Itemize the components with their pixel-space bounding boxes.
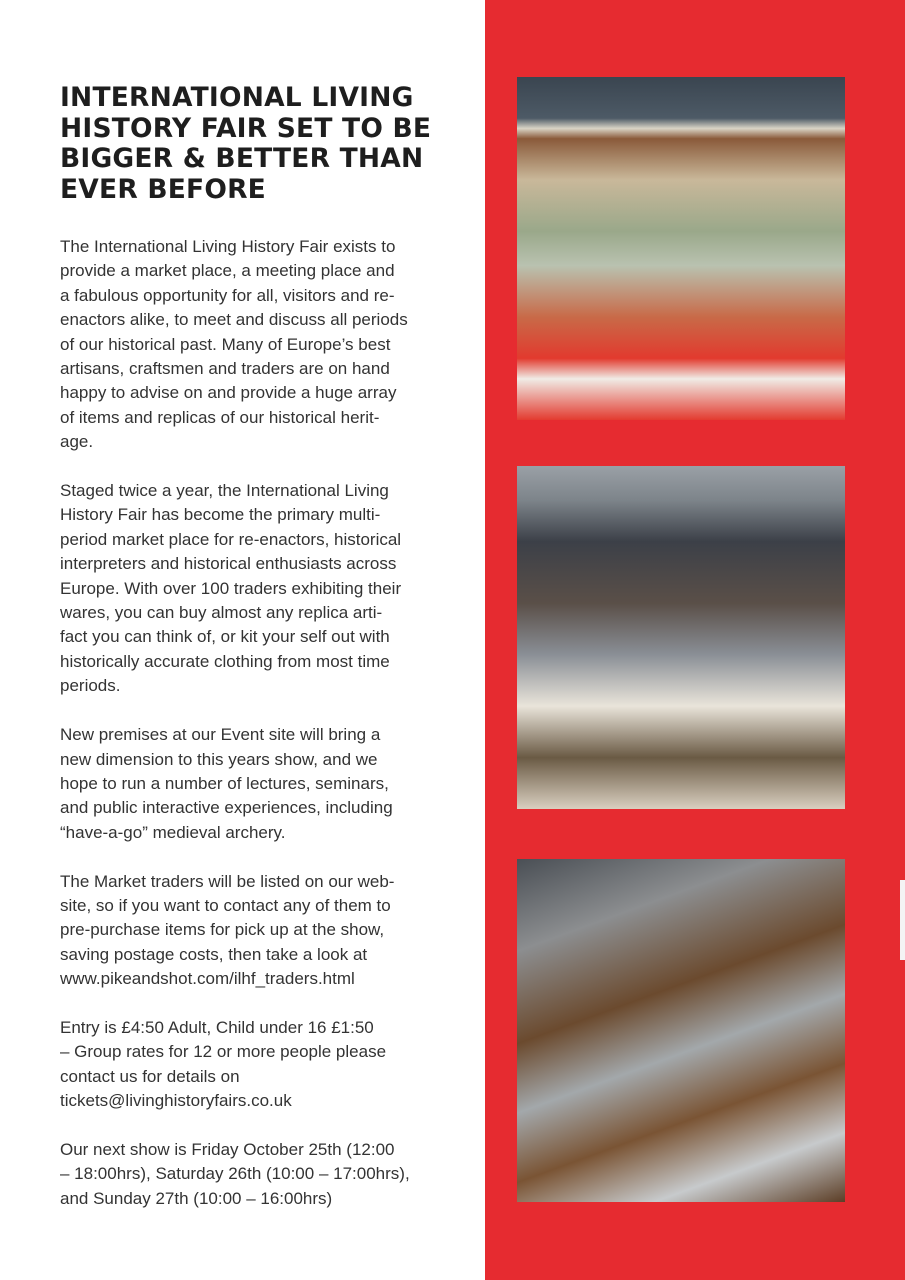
paragraph-traders: The Market traders will be listed on our web- site, so if you want to contact any of them to pre-purchase items for pick up at the show, saving postage costs, then take a look at www.pikeandshot.com/ilhf_traders.html bbox=[60, 871, 395, 989]
paragraph-dates: Our next show is Friday October 25th (12:00 – 18:00hrs), Saturday 26th (10:00 – 17:00hrs), and Sunday 27th (10:00 – 16:00hrs) bbox=[60, 1139, 410, 1208]
paragraph-entry: Entry is £4:50 Adult, Child under 16 £1:50 – Group rates for 12 or more people please contact us for details on tickets@livinghistoryfairs.co.uk bbox=[60, 1017, 387, 1111]
red-photo-panel bbox=[485, 0, 905, 1280]
article bbox=[60, 83, 460, 1211]
edge-sliver bbox=[900, 880, 905, 960]
photo-armour-stall bbox=[517, 859, 845, 1202]
article-title: INTERNATIONAL LIVING HISTORY FAIR SET TO BE BIGGER & BETTER THAN EVER BEFORE bbox=[60, 82, 432, 205]
paragraph-premises: New premises at our Event site will bring a new dimension to this years show, and we hope to run a number of lectures, seminars, and public interactive experiences, including “have-a-go” medieval archery. bbox=[60, 725, 393, 842]
photo-market-hall bbox=[517, 466, 845, 809]
paragraph-intro: The International Living History Fair exists to provide a market place, a meeting place and a fabulous opportunity for all, visitors and re- enactors alike, to meet and discuss all periods of our historical past. Many of Europe’s best artisans, craftsmen and traders are on hand happy to advise on and provide a huge array of items and replicas of our historical herit- age. bbox=[60, 237, 408, 452]
photo-pottery-stall bbox=[517, 77, 845, 420]
paragraph-staged: Staged twice a year, the International Living History Fair has become the primary multi- period market place for re-enactors, historical interpreters and historical enthusiasts across Europe. With over 100 traders exhibiting their wares, you can buy almost any replica arti- fact you can think of, or kit your self out with historically accurate clothing from most time periods. bbox=[60, 481, 402, 696]
